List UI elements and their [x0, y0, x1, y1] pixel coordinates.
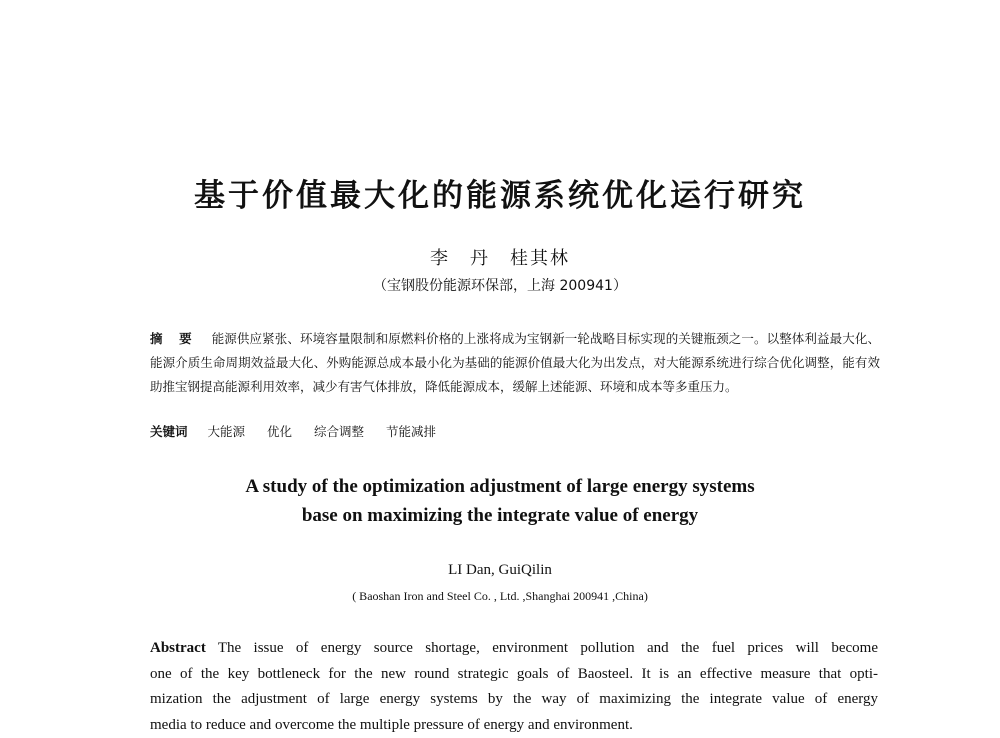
keyword: 优化 — [267, 424, 292, 439]
keyword: 综合调整 — [314, 424, 364, 439]
chinese-affiliation: （宝钢股份能源环保部，上海 200941） — [0, 275, 1000, 295]
chinese-abstract-label: 摘 要 — [150, 331, 198, 346]
english-title — [0, 472, 1000, 530]
english-abstract-line — [150, 636, 878, 662]
english-title-line: A study of the optimization adjustment of large energy systems — [0, 472, 1000, 501]
english-abstract-label: Abstract — [150, 640, 206, 656]
chinese-keywords-label: 关键词 — [150, 424, 188, 439]
chinese-abstract — [150, 327, 880, 399]
english-authors: LI Dan, GuiQilin — [0, 562, 1000, 579]
keyword: 节能减排 — [386, 424, 436, 439]
chinese-authors: 李 丹 桂其林 — [0, 244, 1000, 270]
english-abstract-line: media to reduce and overcome the multiple pressure of energy and environment. — [150, 713, 878, 738]
chinese-title: 基于价值最大化的能源系统优化运行研究 — [0, 170, 1000, 215]
keyword: 大能源 — [208, 424, 246, 439]
english-abstract-line: mization the adjustment of large energy systems by the way of maximizing the integrate value of energy — [150, 687, 878, 713]
english-abstract-line: one of the key bottleneck for the new round strategic goals of Baosteel. It is an effective measure that opti- — [150, 662, 878, 688]
english-title-line: base on maximizing the integrate value of energy — [0, 501, 1000, 530]
chinese-abstract-text: 能源供应紧张、环境容量限制和原燃料价格的上涨将成为宝钢新一轮战略目标实现的关键瓶颈之一。以整体利益最大化、能源介质生命周期效益最大化、外购能源总成本最小化为基础的能源价值最大化为出发点，对大能源系统进行综合优化调整，能有效助推宝钢提高能源利用效率，减少有害气体排放，降低能源成本，缓解上述能源、环境和成本等多重压力。 — [150, 331, 880, 394]
english-abstract-text: The issue of energy source shortage, environment pollution and the fuel prices will become — [218, 640, 878, 656]
english-abstract — [150, 636, 878, 738]
chinese-keywords — [150, 422, 880, 442]
english-affiliation: ( Baoshan Iron and Steel Co. , Ltd. ,Shanghai 200941 ,China) — [0, 589, 1000, 604]
